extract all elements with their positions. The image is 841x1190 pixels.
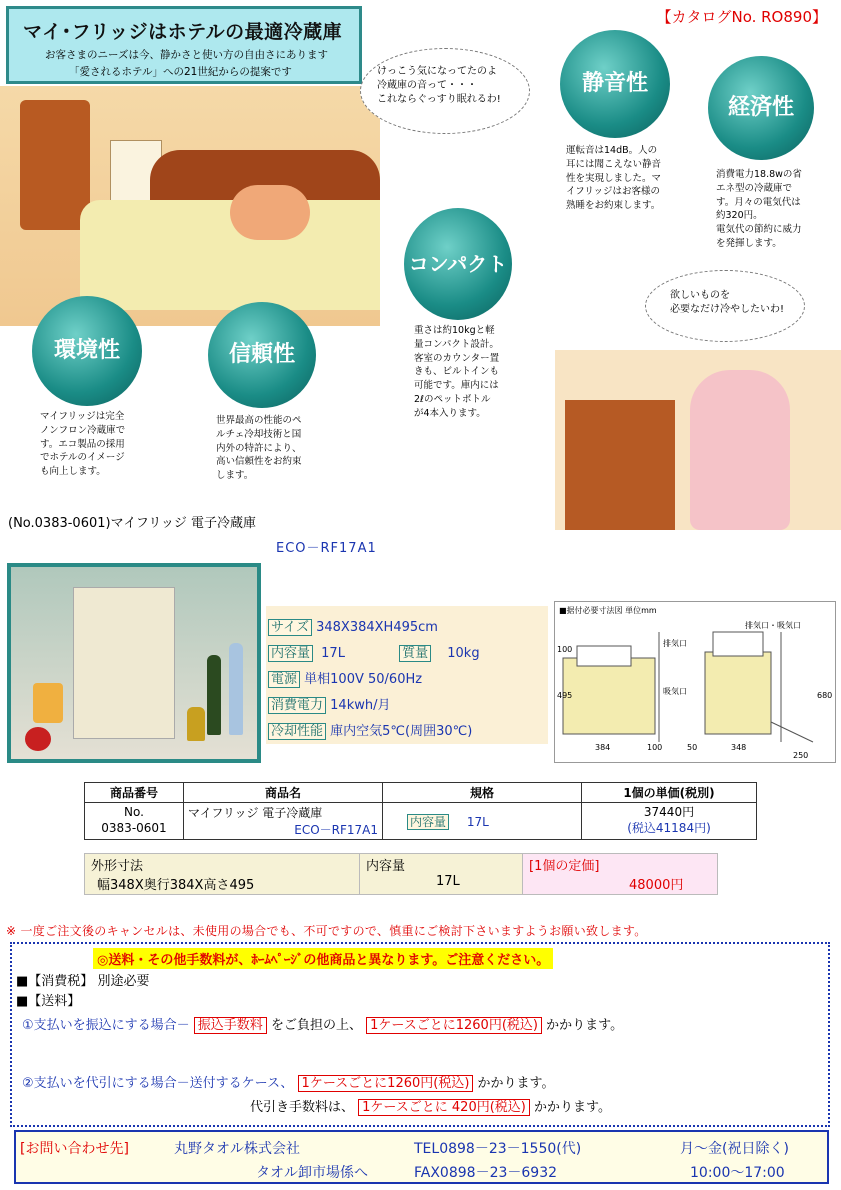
business-hours: 10:00～17:00 <box>690 1165 785 1181</box>
unit-price-tax: (税込41184円) <box>627 821 711 835</box>
company-name: 丸野タオル株式会社 <box>174 1141 300 1157</box>
spec-consumption-value: 14kwh/月 <box>330 698 391 713</box>
bottle-image <box>229 643 243 735</box>
list-price-value: 48000円 <box>629 878 684 893</box>
fridge-top-front <box>713 632 763 656</box>
cod-case-fee-box: 1ケースごとに1260円(税込) <box>298 1075 474 1092</box>
spec-capacity-value: 17L <box>321 646 345 661</box>
spec-cooling-label: 冷却性能 <box>268 723 326 740</box>
shipping-line-1 <box>22 1014 623 1033</box>
dimensions-value: 幅348X奥行384X高さ495 <box>97 878 255 893</box>
capacity-label: 内容量 <box>366 859 406 874</box>
spec-size-label: サイズ <box>268 619 312 636</box>
cell-product-name <box>184 803 383 840</box>
cod-fee-box: 1ケースごとに 420円(税込) <box>358 1099 530 1116</box>
header-banner <box>6 6 362 84</box>
feature-circle-environment: 環境性 <box>32 296 142 406</box>
capacity-cell <box>360 854 523 895</box>
installation-diagram <box>554 601 836 763</box>
diagram-intake-label: 吸気口 <box>663 687 687 696</box>
detail-table <box>84 853 718 895</box>
product-photo <box>7 563 261 763</box>
banner-line-2: 「愛されるホテル」への21世紀からの提案です <box>69 66 292 78</box>
dim-50: 50 <box>687 743 698 752</box>
dim-384: 384 <box>595 743 611 752</box>
dim-680: 680 <box>817 691 833 700</box>
capacity-value: 17L <box>436 874 460 889</box>
door-swing-line <box>771 722 813 742</box>
cancel-warning: ※ 一度ご注文後のキャンセルは、未使用の場合でも、不可ですので、慎重にご検討下さいますようお願い致します。 <box>6 924 647 938</box>
list-price-label: [1個の定価] <box>529 859 600 874</box>
shipping-line-2-a: ②支払いを代引にする場合－送付するケース、 <box>22 1076 294 1091</box>
spec-tag: 内容量 <box>407 814 449 830</box>
spec-mass-label: 質量 <box>399 645 431 662</box>
beer-glass-image <box>33 683 63 723</box>
spec-box <box>266 606 548 744</box>
feature-text-economy: 消費電力18.8wの省 エネ型の冷蔵庫で す。月々の電気代は 約320円。 電気代の節約に威力 を発揮します。 <box>716 169 802 249</box>
unit-price: 37440円 <box>643 805 695 820</box>
feature-circle-silence: 静音性 <box>560 30 670 138</box>
product-name-line: マイフリッジ 電子冷蔵庫 <box>188 806 323 820</box>
dim-100b: 100 <box>647 743 663 752</box>
installation-diagram-svg <box>555 602 835 762</box>
shipping-line-3-c: かかります。 <box>534 1100 611 1115</box>
product-line: (No.0383-0601)マイフリッジ 電子冷蔵庫 <box>8 516 257 531</box>
department: タオル卸市場係へ <box>256 1165 368 1181</box>
can-image <box>187 707 205 741</box>
cabinet-illustration <box>565 400 675 530</box>
fax-number: FAX0898－23－6932 <box>414 1165 558 1181</box>
list-price-cell <box>523 854 718 895</box>
spec-mass-value: 10kg <box>447 646 480 661</box>
woman-illustration <box>690 370 790 530</box>
spec-capacity-label: 内容量 <box>268 645 313 662</box>
shipping-line-3-a: 代引き手数料は、 <box>250 1100 355 1115</box>
feature-text-compact: 重さは約10kgと軽 量コンパクト設計。 客室のカウンター置 きも、ビルトインも 可能です。庫内には 2ℓのペットボトル が4本入ります。 <box>414 325 500 419</box>
col-header: 商品番号 <box>85 783 184 803</box>
spec-cooling-value: 庫内空気5℃(周囲30℃) <box>330 724 473 739</box>
contact-label: [お問い合わせ先] <box>20 1141 129 1157</box>
price-table <box>84 782 757 840</box>
dim-250: 250 <box>793 751 809 760</box>
business-days: 月～金(祝日除く) <box>680 1141 789 1157</box>
sleeping-woman-illustration <box>230 185 310 240</box>
col-header: 規格 <box>383 783 582 803</box>
shipping-heading: ■【送料】 <box>16 994 81 1009</box>
shipping-line-1-b: をご負担の上、 <box>270 1018 362 1033</box>
diagram-exhaust-intake-label: 排気口・吸気口 <box>745 621 801 630</box>
spec-consumption-label: 消費電力 <box>268 697 326 714</box>
dimensions-label: 外形寸法 <box>91 859 144 874</box>
tax-line <box>16 970 149 989</box>
shipping-line-2-c: かかります。 <box>477 1076 555 1091</box>
product-model: ECO－RF17A1 <box>276 541 377 556</box>
feature-text-silence: 運転音は14dB。人の 耳には聞こえない静音 性を実現しました。マ イフリッジはお客様の 熟睡をお約束します。 <box>566 145 662 212</box>
cell-product-no: No. 0383-0601 <box>85 803 184 840</box>
phone-number: TEL0898－23－1550(代) <box>414 1141 582 1157</box>
tax-text: 別途必要 <box>97 974 150 989</box>
spec-tag-value: 17L <box>466 814 489 829</box>
catalog-number: 【カタログNo. RO890】 <box>656 8 827 26</box>
thought-bubble-bedroom: けっこう気になってたのよ 冷蔵庫の音って・・・ これならぐっすり眠れるわ! <box>360 48 530 134</box>
dim-348: 348 <box>731 743 747 752</box>
banner-title: マイ･フリッジはホテルの最適冷蔵庫 <box>23 21 343 43</box>
chair-illustration <box>20 100 90 230</box>
fridge-side-view <box>563 658 655 734</box>
feature-text-reliability: 世界最高の性能のペ ルチェ冷却技術と国 内外の特許により、 高い信頼性をお約束 します。 <box>216 415 302 482</box>
cell-price <box>582 803 757 840</box>
fridge-photo <box>73 587 175 739</box>
tax-heading: ■【消費税】 <box>16 974 94 989</box>
fridge-top-side <box>577 646 631 666</box>
apple-image <box>25 727 51 751</box>
spec-power-value: 単相100V 50/60Hz <box>304 672 423 687</box>
bottle-image <box>207 655 221 735</box>
contact-box <box>14 1130 829 1184</box>
product-model-line: ECO－RF17A1 <box>294 823 378 837</box>
dimensions-cell <box>85 854 360 895</box>
spec-power-label: 電源 <box>268 671 300 688</box>
per-case-fee-box: 1ケースごとに1260円(税込) <box>366 1017 542 1034</box>
col-header: 商品名 <box>184 783 383 803</box>
feature-text-environment: マイフリッジは完全 ノンフロン冷蔵庫で す。エコ製品の採用 でホテルのイメージ も向上します。 <box>40 411 126 478</box>
shipping-line-2 <box>22 1072 555 1091</box>
transfer-fee-box: 振込手数料 <box>194 1017 267 1034</box>
dim-495: 495 <box>557 691 573 700</box>
feature-circle-reliability: 信頼性 <box>208 302 316 408</box>
thought-bubble-kitchen: 欲しいものを 必要なだけ冷やしたいわ! <box>645 270 805 342</box>
col-header: 1個の単価(税別) <box>582 783 757 803</box>
diagram-title: ■据付必要寸法図 単位mm <box>559 606 657 615</box>
shipping-line-1-a: ①支払いを振込にする場合－ <box>22 1018 190 1033</box>
shipping-notice: ◎送料・その他手数料が、ﾎｰﾑﾍﾟｰｼﾞの他商品と異なります。ご注意ください。 <box>93 948 553 969</box>
spec-size-value: 348X384XH495cm <box>316 620 438 635</box>
shipping-line-1-c: かかります。 <box>546 1018 624 1033</box>
feature-circle-economy: 経済性 <box>708 56 814 160</box>
banner-line-1: お客さまのニーズは今、静かさと使い方の自由さにあります <box>45 49 328 61</box>
dim-100a: 100 <box>557 645 573 654</box>
diagram-exhaust-label: 排気口 <box>663 639 687 648</box>
fridge-front-view <box>705 652 771 734</box>
feature-circle-compact: コンパクト <box>404 208 512 320</box>
shipping-line-3 <box>250 1096 611 1115</box>
cell-spec <box>383 803 582 840</box>
